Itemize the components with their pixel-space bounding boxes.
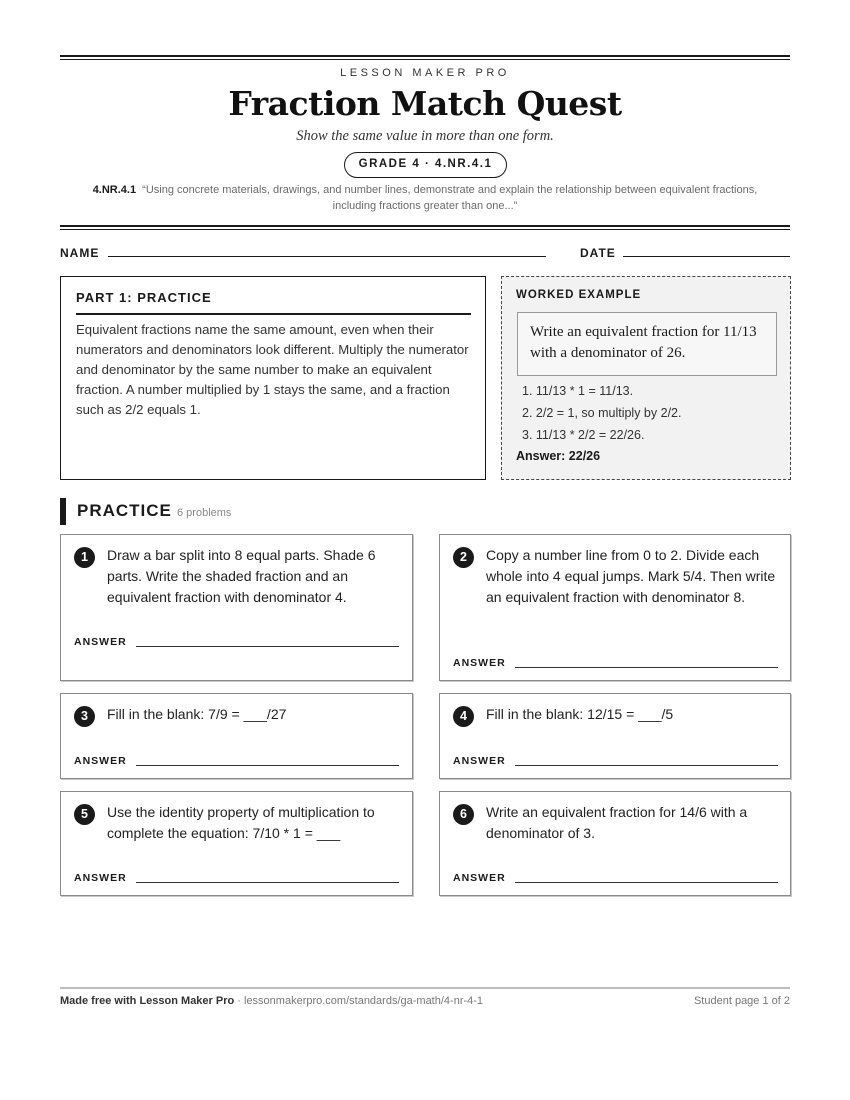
header-top-rule <box>60 55 790 60</box>
answer-label: ANSWER <box>74 872 127 884</box>
part1-text: Equivalent fractions name the same amount, even when their numerators and denominators look different. Multiply the numerator and denominator by the same number to make an equivalent fraction. A number multiplied by 1 stays the same, and a fraction such as 2/2 equals 1. <box>76 322 469 417</box>
name-label: NAME <box>60 246 100 260</box>
problem-card-3 <box>60 693 413 779</box>
footer-rule <box>60 987 790 989</box>
name-field[interactable] <box>108 256 546 257</box>
page-subtitle: Show the same value in more than one form. <box>296 128 554 144</box>
header-bottom-rule <box>60 225 790 230</box>
answer-field[interactable] <box>515 667 778 668</box>
problem-card-5 <box>60 791 413 896</box>
part1-panel <box>60 276 486 480</box>
date-label: DATE <box>580 246 616 260</box>
practice-title: PRACTICE <box>77 501 172 520</box>
grade-badge: GRADE 4 · 4.NR.4.1 <box>344 152 507 178</box>
problem-text: Copy a number line from 0 to 2. Divide each whole into 4 equal jumps. Mark 5/4. Then write an equivalent fraction with denominator 8. <box>486 547 776 605</box>
answer-label: ANSWER <box>453 872 506 884</box>
problem-card-4 <box>439 693 791 779</box>
worked-example-answer: Answer: 22/26 <box>516 449 601 463</box>
worked-step: 3. 11/13 * 2/2 = 22/26. <box>522 428 645 442</box>
part1-divider <box>76 313 471 315</box>
problem-text: Write an equivalent fraction for 14/6 with a denominator of 3. <box>486 804 748 841</box>
problem-number-badge: 3 <box>74 706 95 727</box>
problem-card-6 <box>439 791 791 896</box>
problem-card-1 <box>60 534 413 681</box>
problem-card-2 <box>439 534 791 681</box>
standard-description <box>75 182 775 214</box>
practice-count: 6 problems <box>177 507 232 519</box>
problem-text: Fill in the blank: 7/9 = ___/27 <box>107 706 287 722</box>
problem-number-badge: 4 <box>453 706 474 727</box>
answer-field[interactable] <box>515 765 778 766</box>
worked-step: 1. 11/13 * 1 = 11/13. <box>522 384 634 398</box>
footer-url[interactable]: · lessonmakerpro.com/standards/ga-math/4-nr-4-1 <box>234 995 484 1007</box>
answer-field[interactable] <box>136 882 399 883</box>
problem-text: Fill in the blank: 12/15 = ___/5 <box>486 706 674 722</box>
answer-label: ANSWER <box>74 755 127 767</box>
page-title: Fraction Match Quest <box>228 84 622 123</box>
worked-example-panel <box>501 276 791 480</box>
answer-field[interactable] <box>136 765 399 766</box>
practice-accent-bar <box>60 498 66 525</box>
problem-number-badge: 1 <box>74 547 95 568</box>
date-field[interactable] <box>623 256 790 257</box>
answer-field[interactable] <box>515 882 778 883</box>
footer-page-number: Student page 1 of 2 <box>693 995 790 1007</box>
worked-example-title: WORKED EXAMPLE <box>516 289 642 301</box>
problem-number-badge: 2 <box>453 547 474 568</box>
footer-credit <box>60 995 483 1007</box>
footer-made-with: Made free with Lesson Maker Pro <box>60 995 235 1007</box>
problem-number-badge: 6 <box>453 804 474 825</box>
problem-text: Draw a bar split into 8 equal parts. Shade 6 parts. Write the shaded fraction and an equivalent fraction with denominator 4. <box>107 547 376 605</box>
answer-label: ANSWER <box>453 657 506 669</box>
part1-title: PART 1: PRACTICE <box>76 290 212 305</box>
standard-code: 4.NR.4.1 <box>92 184 137 196</box>
answer-field[interactable] <box>136 646 399 647</box>
answer-label: ANSWER <box>453 755 506 767</box>
worked-example-steps <box>522 380 681 446</box>
worked-example-prompt: Write an equivalent fraction for 11/13 with a denominator of 26. <box>517 312 777 376</box>
problem-number-badge: 5 <box>74 804 95 825</box>
answer-label: ANSWER <box>74 636 127 648</box>
brand-name: LESSON MAKER PRO <box>340 67 510 79</box>
standard-text: “Using concrete materials, drawings, and number lines, demonstrate and explain the relationship between equivalent fractions, including fractions greater than one...” <box>142 184 758 212</box>
worked-step: 2. 2/2 = 1, so multiply by 2/2. <box>522 406 682 420</box>
problem-text: Use the identity property of multiplication to complete the equation: 7/10 * 1 = ___ <box>107 804 375 841</box>
